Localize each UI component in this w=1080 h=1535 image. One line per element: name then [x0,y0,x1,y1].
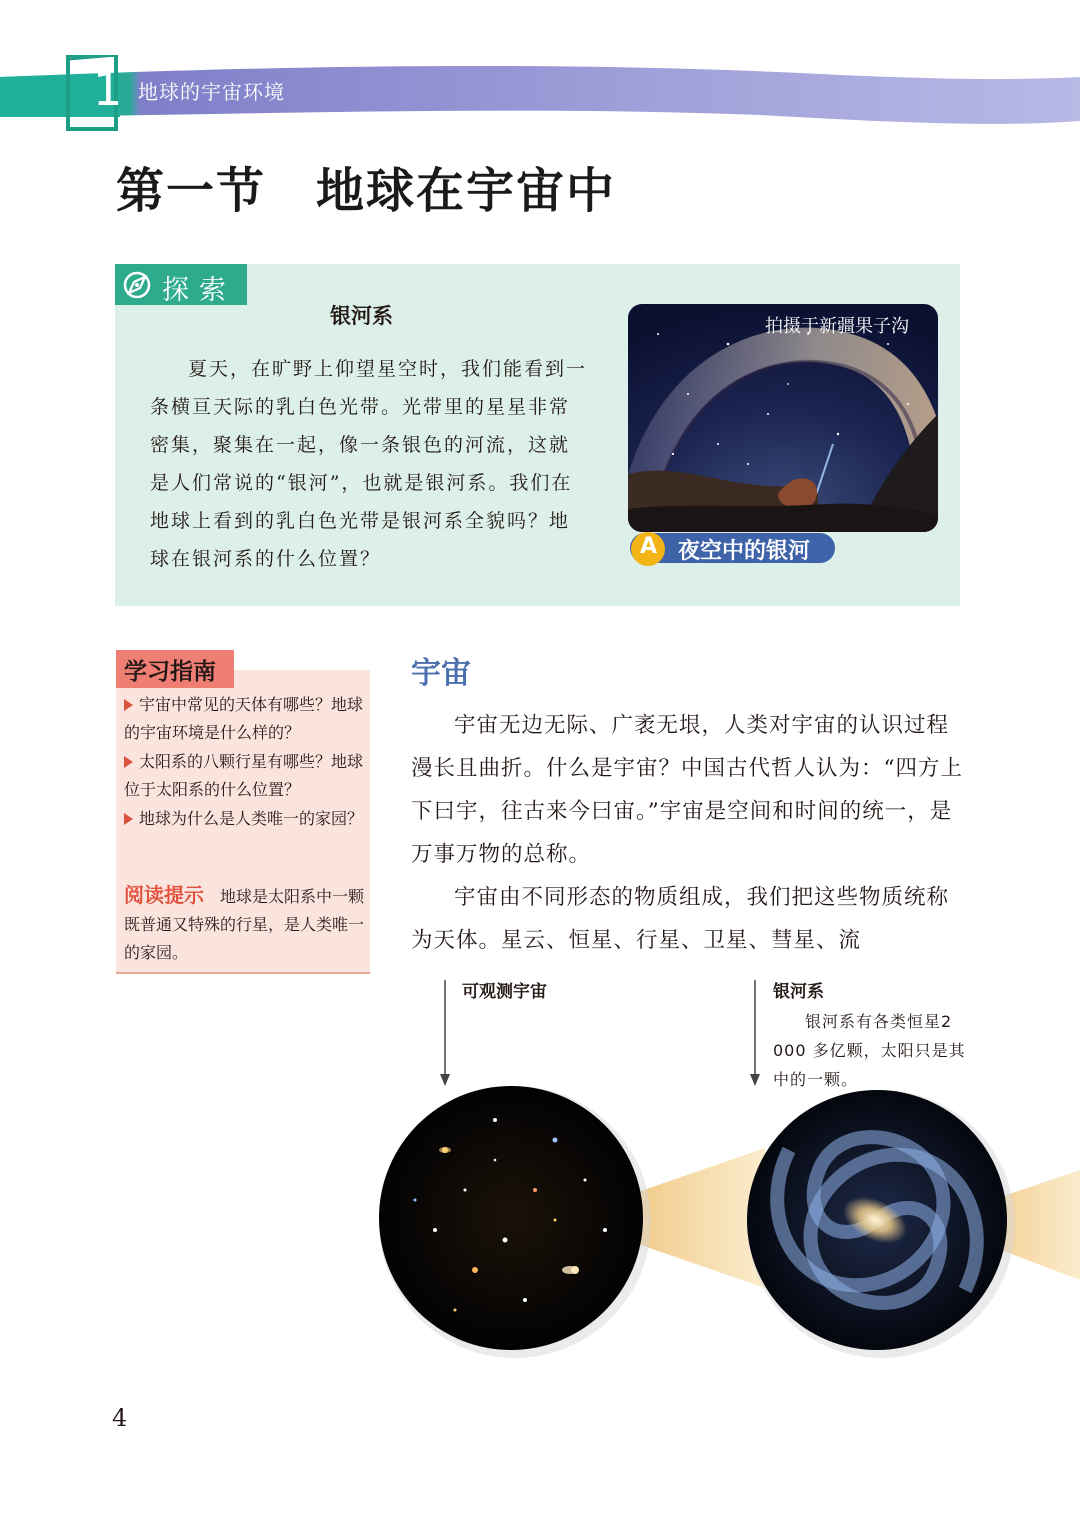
section-title: 第一节 地球在宇宙中 [116,163,617,219]
compass-icon [120,270,154,300]
guide-item-text: 太阳系的八颗行星有哪些？地球位于太阳系的什么位置？ [124,752,364,799]
label-observable-universe: 可观测宇宙 [462,982,547,1002]
reading-tip-label: 阅读提示 [124,883,204,907]
bullet-triangle-icon [124,813,133,825]
guide-item-text: 地球为什么是人类唯一的家园？ [139,809,364,828]
universe-galaxy-diagram [375,970,1080,1390]
galaxy-note [773,1007,973,1094]
milky-way-photo [628,304,938,532]
caption-letter: A [640,534,658,559]
body-text [411,704,963,962]
label-milky-way: 银河系 [773,982,824,1002]
study-guide-label: 学习指南 [124,659,216,685]
explore-heading: 银河系 [330,304,393,328]
galaxy-note-text: 银河系有各类恒星2 000 多亿颗，太阳只是其中的一颗。 [773,1012,966,1089]
explore-text [150,350,590,578]
figure-caption: 夜空中的银河 [678,539,811,564]
guide-item-text: 宇宙中常见的天体有哪些？地球的宇宙环境是什么样的？ [124,695,364,742]
guide-item [124,805,364,833]
explore-paragraph: 夏天，在旷野上仰望星空时，我们能看到一条横亘天际的乳白色光带。光带里的星星非常密集，聚集在一起，像一条银色的河流，这就是人们常说的“银河”，也就是银河系。我们在地球上看到的乳白色光带是银河系全貌吗？地球在银河系的什么位置？ [150,358,588,570]
guide-item [124,691,364,747]
body-paragraph: 宇宙无边无际、广袤无垠，人类对宇宙的认识过程漫长且曲折。什么是宇宙？中国古代哲人认为：“四方上下曰宇，往古来今曰宙。”宇宙是空间和时间的统一，是万事万物的总称。 [411,713,963,867]
explore-label: 探索 [162,275,236,306]
bullet-triangle-icon [124,756,133,768]
chapter-title: 地球的宇宙环境 [138,80,285,104]
photo-credit: 拍摄于新疆果子沟 [765,316,909,337]
body-paragraph: 宇宙由不同形态的物质组成，我们把这些物质统称为天体。星云、恒星、行星、卫星、彗星、流 [411,885,950,953]
reading-tip-text: 地球是太阳系中一颗既普通又特殊的行星，是人类唯一的家园。 [124,887,365,962]
page-number: 4 [112,1404,128,1432]
reading-tip [124,881,366,967]
chapter-number: 1 [93,62,123,116]
subheading-universe: 宇宙 [411,656,471,691]
bullet-triangle-icon [124,699,133,711]
guide-item [124,748,364,804]
